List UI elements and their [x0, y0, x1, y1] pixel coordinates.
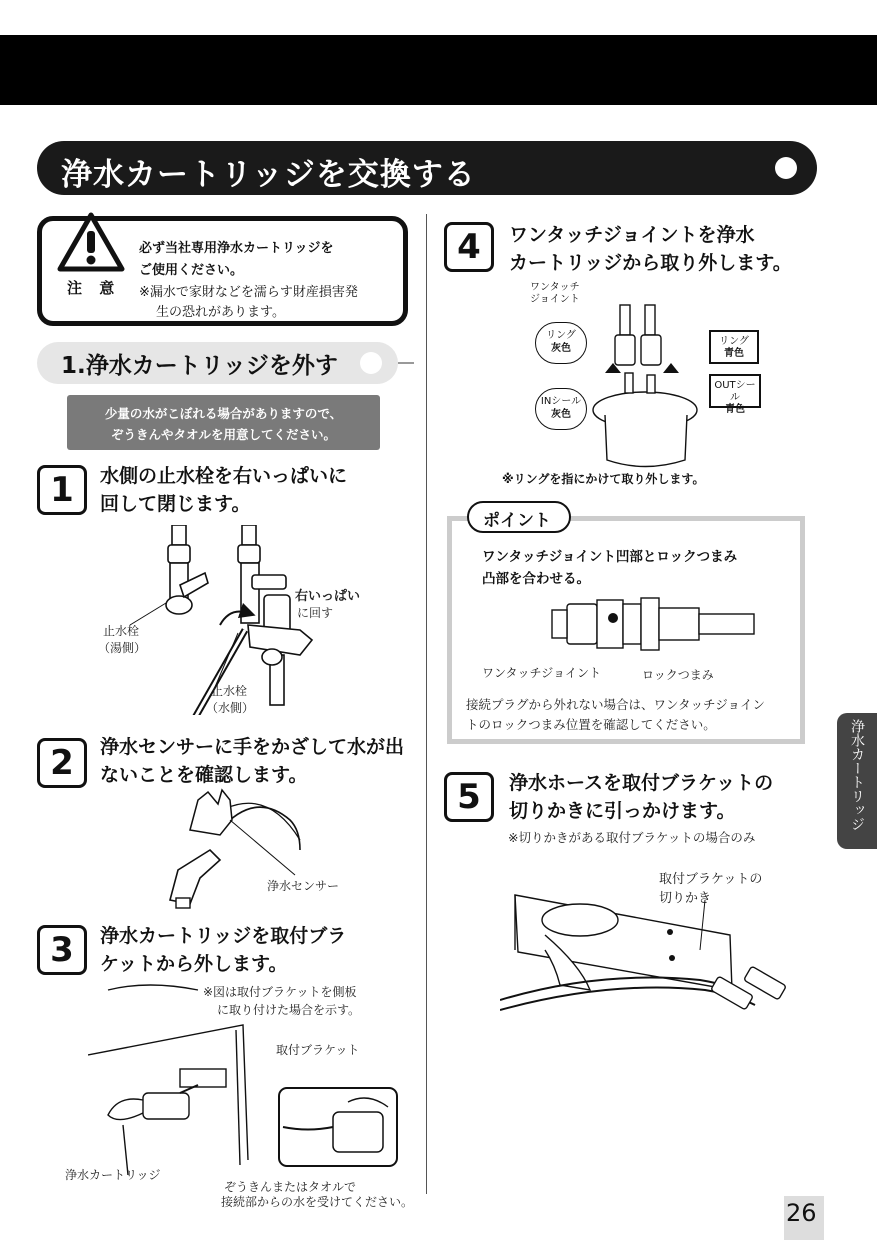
- step-line: 浄水センサーに手をかざして水が出: [100, 736, 405, 758]
- top-black-band: [0, 35, 877, 105]
- step3-note: ※図は取付ブラケットを側板: [203, 985, 357, 999]
- label-one-touch-joint: [530, 282, 580, 306]
- step-text: [100, 462, 347, 518]
- label-bracket: 取付ブラケット: [276, 1043, 360, 1057]
- page-title-bar: [37, 141, 817, 195]
- tag-ring-gray: [535, 322, 587, 364]
- step-number: 3: [37, 925, 87, 975]
- label-cold-valve: 止水栓: [211, 684, 248, 698]
- label-hot-valve: 止水栓: [103, 624, 140, 638]
- tag-line: 灰色: [551, 409, 571, 420]
- faucet-sensor-illustration: [160, 780, 310, 915]
- label-lock: ロックつまみ: [642, 668, 714, 682]
- step-number: 5: [444, 772, 494, 822]
- page-number: 26: [786, 1199, 817, 1227]
- tag-line: OUTシール: [714, 380, 756, 403]
- label-turn: に回す: [297, 606, 334, 620]
- label-joint: ワンタッチジョイント: [482, 666, 602, 680]
- caution-box: [37, 216, 408, 326]
- label-cartridge: 浄水カートリッジ: [65, 1168, 161, 1182]
- caution-text: ご使用ください。: [139, 263, 244, 278]
- column-divider: [426, 214, 427, 1194]
- step-line: 切りかきに引っかけます。: [509, 800, 736, 822]
- towel-inset-illustration: [278, 1087, 398, 1167]
- point-note: 接続プラグから外れない場合は、ワンタッチジョイン: [466, 697, 766, 712]
- caution-text: 必ず当社専用浄水カートリッジを: [139, 241, 334, 256]
- step5-note: ※切りかきがある取付ブラケットの場合のみ: [508, 830, 756, 845]
- sink-cabinet-illustration: [88, 975, 278, 1175]
- title-dot: [775, 157, 797, 179]
- point-tag: [467, 501, 571, 533]
- bracket-hose-illustration: [500, 890, 800, 1040]
- step3-note: に取り付けた場合を示す。: [217, 1003, 361, 1017]
- caution-label: 注 意: [67, 279, 121, 297]
- tag-line: 青色: [725, 404, 745, 415]
- label-bracket-notch: 切りかき: [659, 891, 712, 906]
- point-box: [447, 516, 805, 744]
- step-text: [509, 221, 792, 277]
- step-line: 回して閉じます。: [100, 493, 251, 515]
- tag-out-seal: [709, 374, 761, 415]
- tag-line: 青色: [724, 348, 744, 359]
- step-line: ワンタッチジョイントを浄水: [509, 224, 755, 246]
- note-text: 少量の水がこぼれる場合がありますので、: [104, 406, 343, 421]
- tag-line: リング: [546, 330, 576, 341]
- tag-ring-blue: [709, 330, 759, 364]
- label-cold-side: （水側）: [206, 701, 255, 715]
- section-heading: [37, 342, 398, 384]
- label-hot-side: （湯側）: [98, 641, 147, 655]
- label-line: ジョイント: [530, 294, 580, 305]
- step-number: 1: [37, 465, 87, 515]
- label-bracket-notch: 取付ブラケットの: [659, 872, 763, 887]
- section-connector: [398, 362, 414, 364]
- chapter-tab: [837, 713, 877, 849]
- step-line: 浄水カートリッジを取付ブラ: [100, 925, 347, 947]
- note-text: ぞうきんやタオルを用意してください。: [110, 427, 336, 442]
- warning-icon: [56, 211, 126, 273]
- towel-note: 接続部からの水を受けてください。: [221, 1195, 414, 1209]
- joint-lock-illustration: [547, 596, 757, 656]
- tag-in-seal: [535, 388, 587, 430]
- step4-caption: ※リングを指にかけて取り外します。: [502, 472, 705, 486]
- tag-line: 灰色: [551, 343, 571, 354]
- label-turn-right: 右いっぱい: [295, 589, 361, 604]
- caution-text: 生の恐れがあります。: [156, 305, 285, 320]
- step-line: 水側の止水栓を右いっぱいに: [100, 465, 348, 487]
- caution-text: ※漏水で家財などを濡らす財産損害発: [139, 285, 358, 300]
- step-number: 2: [37, 738, 87, 788]
- point-tag-label: ポイント: [483, 511, 551, 531]
- page-title: 浄水カートリッジを交換する: [61, 157, 476, 193]
- step-line: 浄水ホースを取付ブラケットの: [509, 772, 774, 794]
- point-text: ワンタッチジョイント凹部とロックつまみ: [482, 549, 738, 565]
- page-number-box: [784, 1196, 824, 1240]
- section-title: 1.浄水カートリッジを外す: [61, 353, 338, 379]
- point-text: 凸部を合わせる。: [482, 571, 590, 587]
- step-number: 4: [444, 222, 494, 272]
- cartridge-joint-illustration: [585, 295, 715, 470]
- step-line: ケットから外します。: [100, 953, 288, 975]
- label-sensor: 浄水センサー: [267, 879, 340, 893]
- tag-line: リング: [719, 336, 749, 347]
- chapter-tab-label: 浄水カートリッジ: [849, 719, 865, 831]
- tag-line: INシール: [540, 396, 582, 407]
- step-text: [100, 922, 346, 978]
- point-note: トのロックつまみ位置を確認してください。: [466, 717, 716, 732]
- water-note-box: [67, 395, 380, 450]
- step-line: ないことを確認します。: [100, 764, 308, 786]
- step-text: [509, 769, 773, 825]
- step-line: カートリッジから取り外します。: [509, 252, 792, 274]
- towel-note: ぞうきんまたはタオルで: [224, 1180, 357, 1194]
- label-line: ワンタッチ: [530, 282, 580, 293]
- section-dot: [360, 352, 382, 374]
